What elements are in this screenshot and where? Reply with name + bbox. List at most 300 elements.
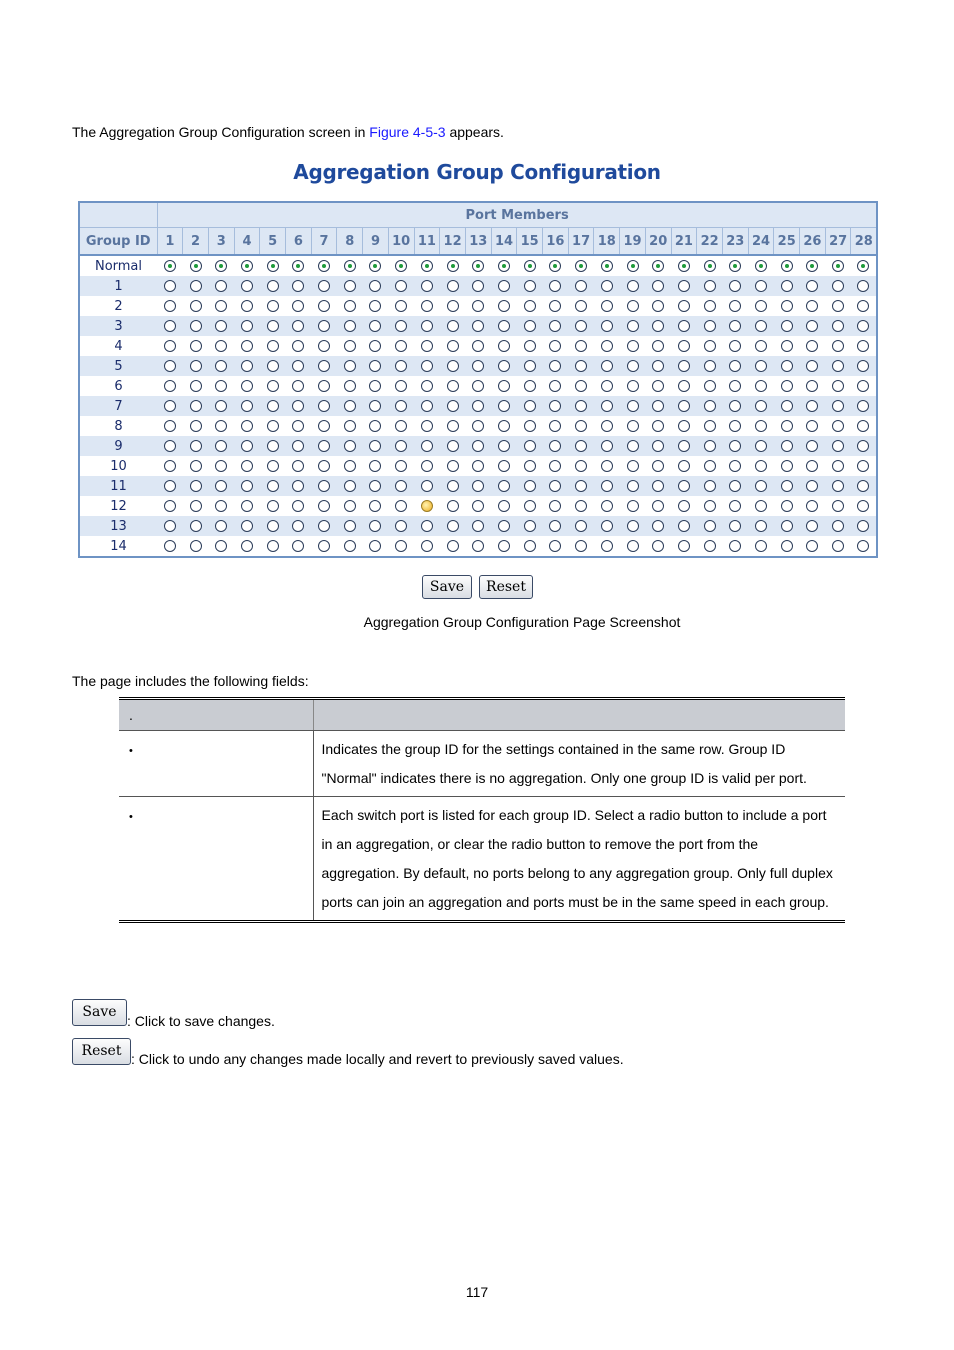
port-radio[interactable] <box>369 380 381 392</box>
port-radio[interactable] <box>755 460 767 472</box>
port-radio[interactable] <box>601 300 613 312</box>
port-radio[interactable] <box>781 420 793 432</box>
port-radio[interactable] <box>421 500 433 512</box>
port-radio[interactable] <box>575 280 587 292</box>
port-radio[interactable] <box>498 380 510 392</box>
port-radio[interactable] <box>369 520 381 532</box>
port-radio[interactable] <box>549 460 561 472</box>
port-radio[interactable] <box>318 320 330 332</box>
port-radio[interactable] <box>627 320 639 332</box>
port-radio[interactable] <box>832 300 844 312</box>
port-radio[interactable] <box>267 440 279 452</box>
port-radio[interactable] <box>729 400 741 412</box>
port-radio[interactable] <box>575 440 587 452</box>
port-radio[interactable] <box>267 420 279 432</box>
port-radio[interactable] <box>832 480 844 492</box>
port-radio[interactable] <box>601 340 613 352</box>
port-radio[interactable] <box>395 320 407 332</box>
port-radio[interactable] <box>729 280 741 292</box>
port-radio[interactable] <box>190 400 202 412</box>
port-radio[interactable] <box>292 460 304 472</box>
port-radio[interactable] <box>164 320 176 332</box>
port-radio[interactable] <box>678 360 690 372</box>
port-radio[interactable] <box>215 500 227 512</box>
port-radio[interactable] <box>857 280 869 292</box>
port-radio[interactable] <box>832 380 844 392</box>
port-radio[interactable] <box>344 380 356 392</box>
port-radio[interactable] <box>652 360 664 372</box>
port-radio[interactable] <box>781 280 793 292</box>
port-radio[interactable] <box>498 480 510 492</box>
port-radio[interactable] <box>190 480 202 492</box>
port-radio[interactable] <box>241 440 253 452</box>
port-radio[interactable] <box>729 340 741 352</box>
port-radio[interactable] <box>729 480 741 492</box>
port-radio[interactable] <box>292 360 304 372</box>
port-radio[interactable] <box>190 320 202 332</box>
port-radio[interactable] <box>344 440 356 452</box>
port-radio[interactable] <box>241 540 253 552</box>
port-radio[interactable] <box>781 340 793 352</box>
port-radio[interactable] <box>498 540 510 552</box>
port-radio[interactable] <box>498 320 510 332</box>
port-radio[interactable] <box>755 520 767 532</box>
port-radio[interactable] <box>704 300 716 312</box>
port-radio[interactable] <box>369 260 381 272</box>
port-radio[interactable] <box>190 380 202 392</box>
port-radio[interactable] <box>524 500 536 512</box>
port-radio[interactable] <box>395 340 407 352</box>
port-radio[interactable] <box>447 280 459 292</box>
port-radio[interactable] <box>806 480 818 492</box>
port-radio[interactable] <box>190 360 202 372</box>
port-radio[interactable] <box>369 320 381 332</box>
port-radio[interactable] <box>678 460 690 472</box>
port-radio[interactable] <box>781 380 793 392</box>
port-radio[interactable] <box>164 460 176 472</box>
port-radio[interactable] <box>241 280 253 292</box>
port-radio[interactable] <box>806 460 818 472</box>
port-radio[interactable] <box>524 300 536 312</box>
port-radio[interactable] <box>395 440 407 452</box>
port-radio[interactable] <box>832 280 844 292</box>
port-radio[interactable] <box>215 360 227 372</box>
port-radio[interactable] <box>241 480 253 492</box>
port-radio[interactable] <box>498 300 510 312</box>
port-radio[interactable] <box>395 460 407 472</box>
port-radio[interactable] <box>267 520 279 532</box>
port-radio[interactable] <box>447 480 459 492</box>
port-radio[interactable] <box>421 360 433 372</box>
port-radio[interactable] <box>267 480 279 492</box>
port-radio[interactable] <box>832 260 844 272</box>
port-radio[interactable] <box>704 520 716 532</box>
port-radio[interactable] <box>241 500 253 512</box>
save-button-example[interactable]: Save <box>72 999 127 1026</box>
port-radio[interactable] <box>395 280 407 292</box>
port-radio[interactable] <box>806 320 818 332</box>
port-radio[interactable] <box>190 520 202 532</box>
port-radio[interactable] <box>395 420 407 432</box>
port-radio[interactable] <box>472 260 484 272</box>
port-radio[interactable] <box>781 460 793 472</box>
save-button[interactable]: Save <box>422 575 472 599</box>
port-radio[interactable] <box>729 420 741 432</box>
port-radio[interactable] <box>806 500 818 512</box>
port-radio[interactable] <box>704 400 716 412</box>
port-radio[interactable] <box>241 340 253 352</box>
port-radio[interactable] <box>806 420 818 432</box>
reset-button-example[interactable]: Reset <box>72 1038 131 1065</box>
port-radio[interactable] <box>215 420 227 432</box>
port-radio[interactable] <box>627 480 639 492</box>
port-radio[interactable] <box>755 540 767 552</box>
port-radio[interactable] <box>421 280 433 292</box>
port-radio[interactable] <box>421 340 433 352</box>
port-radio[interactable] <box>755 320 767 332</box>
port-radio[interactable] <box>857 420 869 432</box>
port-radio[interactable] <box>369 540 381 552</box>
port-radio[interactable] <box>704 500 716 512</box>
port-radio[interactable] <box>524 480 536 492</box>
port-radio[interactable] <box>421 300 433 312</box>
port-radio[interactable] <box>215 520 227 532</box>
port-radio[interactable] <box>575 360 587 372</box>
port-radio[interactable] <box>524 360 536 372</box>
port-radio[interactable] <box>704 420 716 432</box>
port-radio[interactable] <box>292 500 304 512</box>
port-radio[interactable] <box>318 420 330 432</box>
port-radio[interactable] <box>781 260 793 272</box>
port-radio[interactable] <box>267 360 279 372</box>
port-radio[interactable] <box>652 540 664 552</box>
port-radio[interactable] <box>601 360 613 372</box>
port-radio[interactable] <box>421 440 433 452</box>
port-radio[interactable] <box>190 460 202 472</box>
port-radio[interactable] <box>447 260 459 272</box>
port-radio[interactable] <box>755 360 767 372</box>
port-radio[interactable] <box>678 440 690 452</box>
port-radio[interactable] <box>395 540 407 552</box>
port-radio[interactable] <box>806 380 818 392</box>
port-radio[interactable] <box>241 380 253 392</box>
port-radio[interactable] <box>190 500 202 512</box>
port-radio[interactable] <box>241 400 253 412</box>
port-radio[interactable] <box>601 500 613 512</box>
port-radio[interactable] <box>601 520 613 532</box>
port-radio[interactable] <box>164 380 176 392</box>
port-radio[interactable] <box>292 280 304 292</box>
port-radio[interactable] <box>832 440 844 452</box>
port-radio[interactable] <box>652 440 664 452</box>
port-radio[interactable] <box>627 440 639 452</box>
port-radio[interactable] <box>601 420 613 432</box>
port-radio[interactable] <box>292 420 304 432</box>
port-radio[interactable] <box>472 300 484 312</box>
port-radio[interactable] <box>447 320 459 332</box>
port-radio[interactable] <box>318 400 330 412</box>
port-radio[interactable] <box>421 540 433 552</box>
port-radio[interactable] <box>344 400 356 412</box>
port-radio[interactable] <box>704 340 716 352</box>
port-radio[interactable] <box>421 520 433 532</box>
port-radio[interactable] <box>447 300 459 312</box>
port-radio[interactable] <box>421 380 433 392</box>
port-radio[interactable] <box>164 540 176 552</box>
port-radio[interactable] <box>472 420 484 432</box>
port-radio[interactable] <box>164 260 176 272</box>
port-radio[interactable] <box>318 360 330 372</box>
port-radio[interactable] <box>857 440 869 452</box>
port-radio[interactable] <box>267 280 279 292</box>
port-radio[interactable] <box>292 260 304 272</box>
port-radio[interactable] <box>318 480 330 492</box>
port-radio[interactable] <box>369 280 381 292</box>
port-radio[interactable] <box>524 420 536 432</box>
port-radio[interactable] <box>729 320 741 332</box>
port-radio[interactable] <box>832 340 844 352</box>
port-radio[interactable] <box>704 360 716 372</box>
port-radio[interactable] <box>781 520 793 532</box>
port-radio[interactable] <box>421 420 433 432</box>
port-radio[interactable] <box>755 380 767 392</box>
port-radio[interactable] <box>241 420 253 432</box>
port-radio[interactable] <box>369 440 381 452</box>
port-radio[interactable] <box>369 340 381 352</box>
port-radio[interactable] <box>164 280 176 292</box>
port-radio[interactable] <box>164 500 176 512</box>
port-radio[interactable] <box>549 380 561 392</box>
port-radio[interactable] <box>627 380 639 392</box>
port-radio[interactable] <box>215 300 227 312</box>
port-radio[interactable] <box>344 320 356 332</box>
port-radio[interactable] <box>678 400 690 412</box>
port-radio[interactable] <box>318 340 330 352</box>
port-radio[interactable] <box>447 520 459 532</box>
port-radio[interactable] <box>241 360 253 372</box>
port-radio[interactable] <box>575 460 587 472</box>
port-radio[interactable] <box>652 340 664 352</box>
port-radio[interactable] <box>652 260 664 272</box>
port-radio[interactable] <box>472 440 484 452</box>
port-radio[interactable] <box>601 460 613 472</box>
port-radio[interactable] <box>369 480 381 492</box>
port-radio[interactable] <box>806 440 818 452</box>
port-radio[interactable] <box>395 260 407 272</box>
port-radio[interactable] <box>832 520 844 532</box>
port-radio[interactable] <box>215 380 227 392</box>
port-radio[interactable] <box>472 320 484 332</box>
port-radio[interactable] <box>421 400 433 412</box>
port-radio[interactable] <box>344 520 356 532</box>
port-radio[interactable] <box>857 260 869 272</box>
port-radio[interactable] <box>241 300 253 312</box>
port-radio[interactable] <box>652 480 664 492</box>
port-radio[interactable] <box>601 440 613 452</box>
port-radio[interactable] <box>652 320 664 332</box>
port-radio[interactable] <box>447 400 459 412</box>
port-radio[interactable] <box>498 340 510 352</box>
port-radio[interactable] <box>755 400 767 412</box>
port-radio[interactable] <box>164 300 176 312</box>
port-radio[interactable] <box>524 540 536 552</box>
port-radio[interactable] <box>806 260 818 272</box>
port-radio[interactable] <box>164 520 176 532</box>
figure-link[interactable]: Figure 4-5-3 <box>369 124 446 140</box>
port-radio[interactable] <box>267 300 279 312</box>
port-radio[interactable] <box>344 500 356 512</box>
port-radio[interactable] <box>215 260 227 272</box>
port-radio[interactable] <box>575 400 587 412</box>
port-radio[interactable] <box>704 440 716 452</box>
reset-button[interactable]: Reset <box>479 575 533 599</box>
port-radio[interactable] <box>755 420 767 432</box>
port-radio[interactable] <box>267 260 279 272</box>
port-radio[interactable] <box>190 420 202 432</box>
port-radio[interactable] <box>318 380 330 392</box>
port-radio[interactable] <box>524 260 536 272</box>
port-radio[interactable] <box>241 520 253 532</box>
port-radio[interactable] <box>575 500 587 512</box>
port-radio[interactable] <box>369 500 381 512</box>
port-radio[interactable] <box>755 340 767 352</box>
port-radio[interactable] <box>781 360 793 372</box>
port-radio[interactable] <box>704 380 716 392</box>
port-radio[interactable] <box>652 380 664 392</box>
port-radio[interactable] <box>447 440 459 452</box>
port-radio[interactable] <box>806 400 818 412</box>
port-radio[interactable] <box>524 340 536 352</box>
port-radio[interactable] <box>601 540 613 552</box>
port-radio[interactable] <box>318 300 330 312</box>
port-radio[interactable] <box>601 400 613 412</box>
port-radio[interactable] <box>447 380 459 392</box>
port-radio[interactable] <box>857 520 869 532</box>
port-radio[interactable] <box>652 500 664 512</box>
port-radio[interactable] <box>755 480 767 492</box>
port-radio[interactable] <box>447 420 459 432</box>
port-radio[interactable] <box>369 400 381 412</box>
port-radio[interactable] <box>395 300 407 312</box>
port-radio[interactable] <box>190 260 202 272</box>
port-radio[interactable] <box>267 380 279 392</box>
port-radio[interactable] <box>447 500 459 512</box>
port-radio[interactable] <box>678 280 690 292</box>
port-radio[interactable] <box>215 340 227 352</box>
port-radio[interactable] <box>344 420 356 432</box>
port-radio[interactable] <box>781 320 793 332</box>
port-radio[interactable] <box>267 340 279 352</box>
port-radio[interactable] <box>292 540 304 552</box>
port-radio[interactable] <box>447 340 459 352</box>
port-radio[interactable] <box>498 360 510 372</box>
port-radio[interactable] <box>704 260 716 272</box>
port-radio[interactable] <box>678 380 690 392</box>
port-radio[interactable] <box>344 460 356 472</box>
port-radio[interactable] <box>781 440 793 452</box>
port-radio[interactable] <box>215 280 227 292</box>
port-radio[interactable] <box>781 400 793 412</box>
port-radio[interactable] <box>472 380 484 392</box>
port-radio[interactable] <box>601 380 613 392</box>
port-radio[interactable] <box>344 480 356 492</box>
port-radio[interactable] <box>729 300 741 312</box>
port-radio[interactable] <box>292 440 304 452</box>
port-radio[interactable] <box>575 380 587 392</box>
port-radio[interactable] <box>857 480 869 492</box>
port-radio[interactable] <box>292 300 304 312</box>
port-radio[interactable] <box>472 400 484 412</box>
port-radio[interactable] <box>190 280 202 292</box>
port-radio[interactable] <box>292 380 304 392</box>
port-radio[interactable] <box>575 260 587 272</box>
port-radio[interactable] <box>857 380 869 392</box>
port-radio[interactable] <box>472 340 484 352</box>
port-radio[interactable] <box>627 460 639 472</box>
port-radio[interactable] <box>190 440 202 452</box>
port-radio[interactable] <box>292 400 304 412</box>
port-radio[interactable] <box>832 320 844 332</box>
port-radio[interactable] <box>421 260 433 272</box>
port-radio[interactable] <box>857 400 869 412</box>
port-radio[interactable] <box>524 440 536 452</box>
port-radio[interactable] <box>832 420 844 432</box>
port-radio[interactable] <box>498 260 510 272</box>
port-radio[interactable] <box>549 440 561 452</box>
port-radio[interactable] <box>729 360 741 372</box>
port-radio[interactable] <box>832 460 844 472</box>
port-radio[interactable] <box>729 540 741 552</box>
port-radio[interactable] <box>318 440 330 452</box>
port-radio[interactable] <box>524 320 536 332</box>
port-radio[interactable] <box>832 540 844 552</box>
port-radio[interactable] <box>524 460 536 472</box>
port-radio[interactable] <box>421 480 433 492</box>
port-radio[interactable] <box>164 440 176 452</box>
port-radio[interactable] <box>832 500 844 512</box>
port-radio[interactable] <box>318 280 330 292</box>
port-radio[interactable] <box>704 320 716 332</box>
port-radio[interactable] <box>472 500 484 512</box>
port-radio[interactable] <box>549 260 561 272</box>
port-radio[interactable] <box>729 260 741 272</box>
port-radio[interactable] <box>729 440 741 452</box>
port-radio[interactable] <box>575 340 587 352</box>
port-radio[interactable] <box>472 480 484 492</box>
port-radio[interactable] <box>190 540 202 552</box>
port-radio[interactable] <box>678 340 690 352</box>
port-radio[interactable] <box>369 420 381 432</box>
port-radio[interactable] <box>498 420 510 432</box>
port-radio[interactable] <box>344 260 356 272</box>
port-radio[interactable] <box>344 280 356 292</box>
port-radio[interactable] <box>344 300 356 312</box>
port-radio[interactable] <box>678 540 690 552</box>
port-radio[interactable] <box>241 460 253 472</box>
port-radio[interactable] <box>549 400 561 412</box>
port-radio[interactable] <box>472 280 484 292</box>
port-radio[interactable] <box>549 280 561 292</box>
port-radio[interactable] <box>395 380 407 392</box>
port-radio[interactable] <box>447 460 459 472</box>
port-radio[interactable] <box>369 300 381 312</box>
port-radio[interactable] <box>652 400 664 412</box>
port-radio[interactable] <box>678 260 690 272</box>
port-radio[interactable] <box>755 300 767 312</box>
port-radio[interactable] <box>729 380 741 392</box>
port-radio[interactable] <box>524 280 536 292</box>
port-radio[interactable] <box>549 320 561 332</box>
